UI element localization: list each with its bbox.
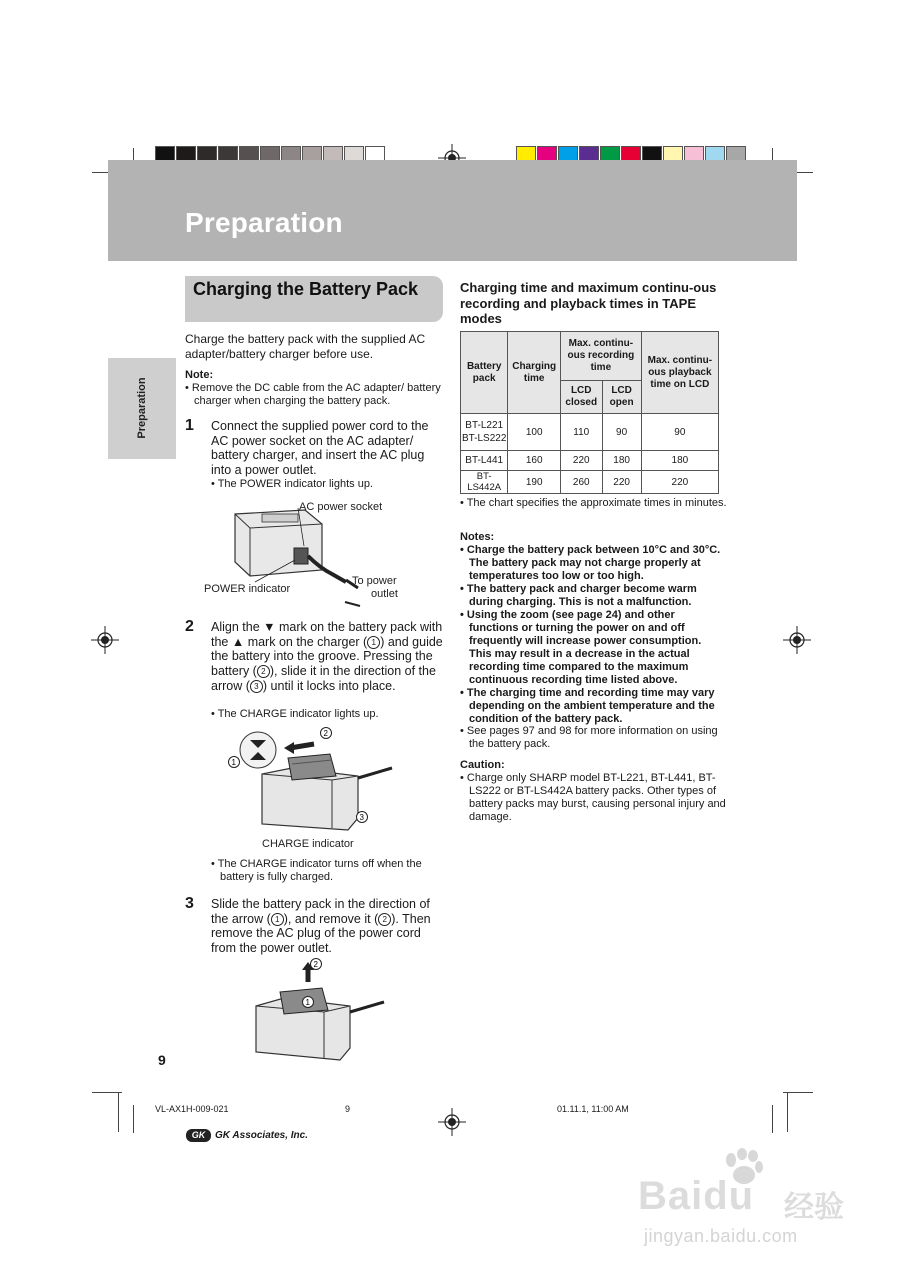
footer-page: 9 bbox=[345, 1104, 351, 1114]
charge-indicator-label: CHARGE indicator bbox=[262, 838, 354, 850]
charging-time-table bbox=[460, 331, 719, 494]
svg-text:1: 1 bbox=[231, 758, 236, 767]
step-number: 3 bbox=[185, 895, 194, 912]
side-tab-label: Preparation bbox=[136, 377, 148, 439]
playback-cell: 90 bbox=[641, 414, 718, 451]
note-item: • The charging time and recording time may vary depending on the ambient temperature and the condition of the battery pack. bbox=[460, 687, 715, 725]
ac-power-socket-label: AC power socket bbox=[299, 501, 383, 513]
open-cell: 90 bbox=[602, 414, 641, 451]
registration-mark-icon bbox=[91, 626, 119, 654]
registration-mark-icon bbox=[438, 1108, 466, 1136]
notes-list bbox=[460, 544, 722, 726]
step-1-bullet: • The POWER indicator lights up. bbox=[211, 478, 373, 490]
caution-text: • Charge only SHARP model BT-L221, BT-L441, BT-LS222 or BT-LS442A battery packs. Other types of battery packs may burst, causing personal injury and damage. bbox=[460, 772, 726, 823]
circled-number: 1 bbox=[271, 913, 284, 926]
header-charging-time: Charging time bbox=[508, 332, 561, 414]
svg-text:3: 3 bbox=[359, 813, 364, 822]
battery-cell: BT-L221 BT-LS222 bbox=[461, 414, 508, 451]
note-text: • Remove the DC cable from the AC adapter/ battery charger when charging the battery pack. bbox=[185, 382, 441, 407]
section-title: Charging the Battery Pack bbox=[193, 279, 419, 299]
svg-text:2: 2 bbox=[313, 960, 318, 969]
step-2-bullet-2: • The CHARGE indicator turns off when the battery is fully charged. bbox=[211, 858, 422, 883]
crop-mark bbox=[772, 1105, 773, 1133]
watermark-url: jingyan.baidu.com bbox=[644, 1226, 798, 1246]
playback-cell: 180 bbox=[641, 451, 718, 471]
header-lcd-open: LCD open bbox=[602, 381, 641, 414]
notes-heading: Notes: bbox=[460, 531, 495, 543]
charger-power-cord-illustration bbox=[200, 496, 420, 614]
step-1-text: Connect the supplied power cord to the AC power socket on the AC adapter/ battery charger, and insert the AC plug into a power outlet. bbox=[211, 419, 429, 478]
crop-mark bbox=[118, 1092, 119, 1132]
charging-cell: 100 bbox=[508, 414, 561, 451]
svg-text:2: 2 bbox=[323, 729, 328, 738]
note-item-plain: • See pages 97 and 98 for more information on using the battery pack. bbox=[460, 725, 718, 750]
page-number: 9 bbox=[158, 1052, 166, 1068]
battery-insertion-illustration bbox=[222, 724, 422, 852]
note-item: • Charge the battery pack between 10°C and 30°C. The battery pack may not charge properly at temperatures too low or too high. bbox=[460, 544, 721, 582]
circled-number: 2 bbox=[378, 913, 391, 926]
caution-heading: Caution: bbox=[460, 759, 505, 771]
to-power-label: To power bbox=[352, 575, 397, 587]
charging-cell: 190 bbox=[508, 471, 561, 494]
section-heading bbox=[185, 276, 443, 322]
company-name: GK Associates, Inc. bbox=[215, 1130, 308, 1141]
footer-datetime: 01.11.1, 11:00 AM bbox=[557, 1104, 629, 1114]
header-max-recording: Max. continu-ous recording time bbox=[560, 332, 641, 381]
registration-mark-icon bbox=[783, 626, 811, 654]
footer-code: VL-AX1H-009-021 bbox=[155, 1104, 229, 1114]
step-number: 2 bbox=[185, 618, 194, 635]
svg-text:1: 1 bbox=[305, 998, 310, 1007]
header-lcd-closed: LCD closed bbox=[560, 381, 602, 414]
table-row bbox=[461, 471, 719, 494]
step-2-text: Align the ▼ mark on the battery pack with the ▲ mark on the charger ( 1 ) and guide the battery into the groove. Pressing the battery ( 2 ), slide it in the direction of the arrow ( 3 ) until it locks into place. bbox=[211, 620, 443, 693]
note-item: • Using the zoom (see page 24) and other functions or turning the power on and off frequently will increase power consumption. This may result in a decrease in the actual recording time compared to the maximum continuous recording time listed above. bbox=[460, 609, 702, 686]
closed-cell: 110 bbox=[560, 414, 602, 451]
table-title: Charging time and maximum continu-ous recording and playback times in TAPE modes bbox=[460, 280, 717, 326]
intro-text: Charge the battery pack with the supplied AC adapter/battery charger before use. bbox=[185, 332, 426, 361]
charging-cell: 160 bbox=[508, 451, 561, 471]
power-indicator-label: POWER indicator bbox=[204, 583, 291, 595]
battery-removal-illustration bbox=[248, 956, 388, 1068]
open-cell: 220 bbox=[602, 471, 641, 494]
battery-cell: BT-L441 bbox=[461, 451, 508, 471]
circled-number: 1 bbox=[367, 636, 380, 649]
closed-cell: 260 bbox=[560, 471, 602, 494]
watermark-brand: Baidu bbox=[638, 1174, 755, 1218]
header-battery-pack: Battery pack bbox=[461, 332, 508, 414]
circled-number: 3 bbox=[250, 680, 263, 693]
crop-mark bbox=[133, 1105, 134, 1133]
note-item: • The battery pack and charger become warm during charging. This is not a malfunction. bbox=[460, 583, 697, 608]
header-max-playback: Max. continu-ous playback time on LCD bbox=[641, 332, 718, 414]
side-tab bbox=[108, 358, 176, 459]
note-heading: Note: bbox=[185, 369, 214, 381]
open-cell: 180 bbox=[602, 451, 641, 471]
outlet-label: outlet bbox=[371, 588, 398, 600]
step-2-bullet: • The CHARGE indicator lights up. bbox=[211, 708, 379, 720]
battery-cell: BT-LS442A bbox=[461, 471, 508, 494]
step-number: 1 bbox=[185, 417, 194, 434]
gk-logo: GK bbox=[186, 1129, 211, 1142]
closed-cell: 220 bbox=[560, 451, 602, 471]
page-title: Preparation bbox=[185, 207, 343, 238]
table-row bbox=[461, 451, 719, 471]
baidu-watermark bbox=[638, 1148, 868, 1248]
step-3-text: Slide the battery pack in the direction of the arrow ( 1 ), and remove it ( 2 ). Then remove the AC plug of the power cord from the power outlet. bbox=[211, 897, 431, 956]
table-row bbox=[461, 414, 719, 451]
watermark-cn: 经验 bbox=[784, 1191, 844, 1224]
table-note: • The chart specifies the approximate times in minutes. bbox=[460, 497, 727, 509]
crop-mark bbox=[787, 1092, 788, 1132]
circled-number: 2 bbox=[257, 665, 270, 678]
playback-cell: 220 bbox=[641, 471, 718, 494]
